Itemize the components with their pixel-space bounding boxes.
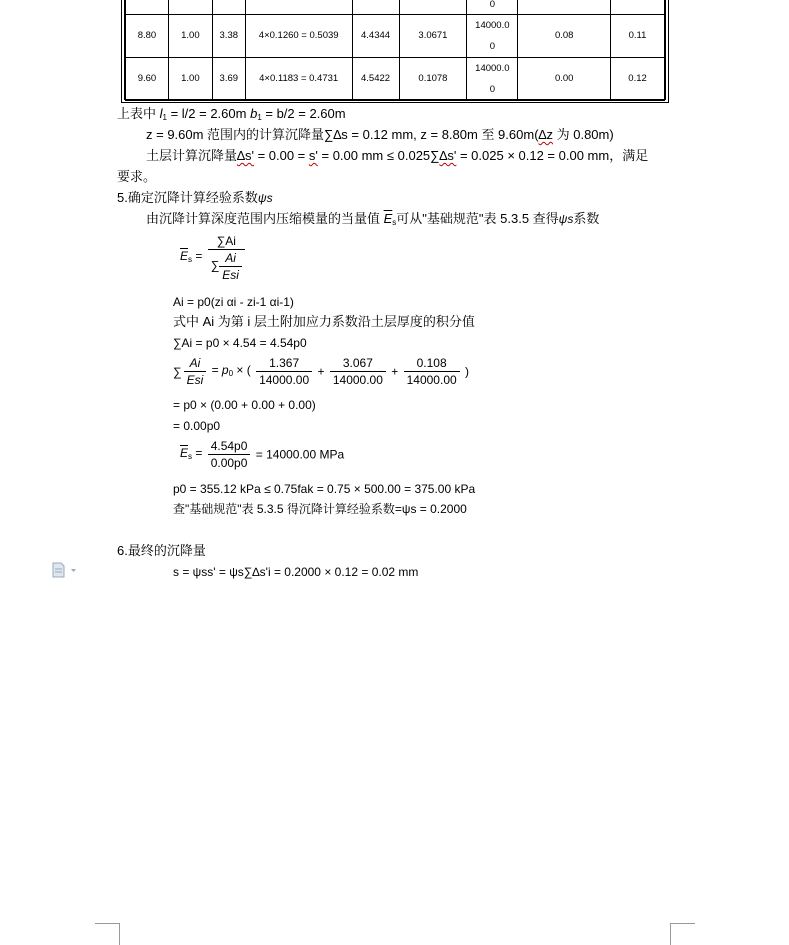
formula-p0-result: = 0.00p0: [173, 419, 221, 433]
section-heading-6: 6.最终的沉降量: [117, 543, 206, 558]
text-line-l1: 上表中 $l_1 = l/2 = 2.60m$ $b_1 = b/2 = 2.60m$: [117, 106, 346, 122]
text-line-requirement: 要求。: [117, 169, 157, 184]
page-corner-mark: [95, 923, 120, 945]
text-line-lookup: 查"基础规范"表 5.3.5 得沉降计算经验系数=ψs = 0.2000: [173, 502, 467, 516]
section-heading-5: 5.确定沉降计算经验系数ψs: [117, 190, 273, 205]
text-line-range: z = 9.60m 范围内的计算沉降量∑∆s = 0.12 mm, z = 8.80m 至 9.60m(∆z 为 0.80m): [146, 127, 614, 142]
formula-ai-description: 式中 Ai 为第 i 层土附加应力系数沿土层厚度的积分值: [173, 314, 475, 329]
table-row: 9.60 1.00 3.69 4×0.1183 = 0.4731 4.5422 0.1078 14000.0 0 0.00 0.12: [126, 57, 665, 100]
settlement-table: [121, 0, 669, 103]
formula-es-definition: $\overline{E}_s$ = ∑Ai ∑ $\frac{Ai}{\text{Esi}}$: [180, 233, 247, 283]
formula-es-result: $\overline{E}_s$ = $\frac{4.54p0}{0.00p0}$ = 14000.00 MPa: [180, 439, 345, 470]
formula-p0-sum: = p0 × (0.00 + 0.00 + 0.00): [173, 398, 316, 412]
table-cell: 0: [467, 0, 518, 14]
formula-sum-ai-esi: ∑ $\frac{Ai}{\text{Esi}}$ = $p_0$ × ( $\frac{1.367}{14000.00}$ + $\frac{3.067}{14000.00}$ + $\frac{0.108}{14000.00}$ ): [173, 356, 470, 387]
settlement-table-grid: [125, 0, 665, 101]
table-row: 8.80 1.00 3.38 4×0.1260 = 0.5039 4.4344 3.0671 14000.0 0 0.08 0.11: [126, 14, 665, 57]
formula-p0-check: p0 = 355.12 kPa ≤ 0.75fak = 0.75 × 500.00 = 375.00 kPa: [173, 482, 476, 496]
text-line-layer-settlement: 土层计算沉降量∆s' = 0.00 = s' = 0.00 mm ≤ 0.025∑∆s' = 0.025 × 0.12 = 0.00 mm，满足: [146, 148, 649, 163]
text-line-es-intro: 由沉降计算深度范围内压缩模量的当量值 $\overline{E}_s$可从"基础规范"表 5.3.5 查得ψs系数: [146, 211, 600, 227]
page-corner-mark: [670, 923, 695, 945]
formula-ai: Ai = p0(zi αi - zi-1 αi-1): [173, 295, 294, 309]
formula-sum-ai: ∑Ai = p0 × 4.54 = 4.54p0: [173, 336, 307, 350]
formula-final-settlement: s = ψss' = ψs∑∆s'i = 0.2000 × 0.12 = 0.02 mm: [173, 565, 419, 579]
document-icon[interactable]: [52, 562, 80, 583]
